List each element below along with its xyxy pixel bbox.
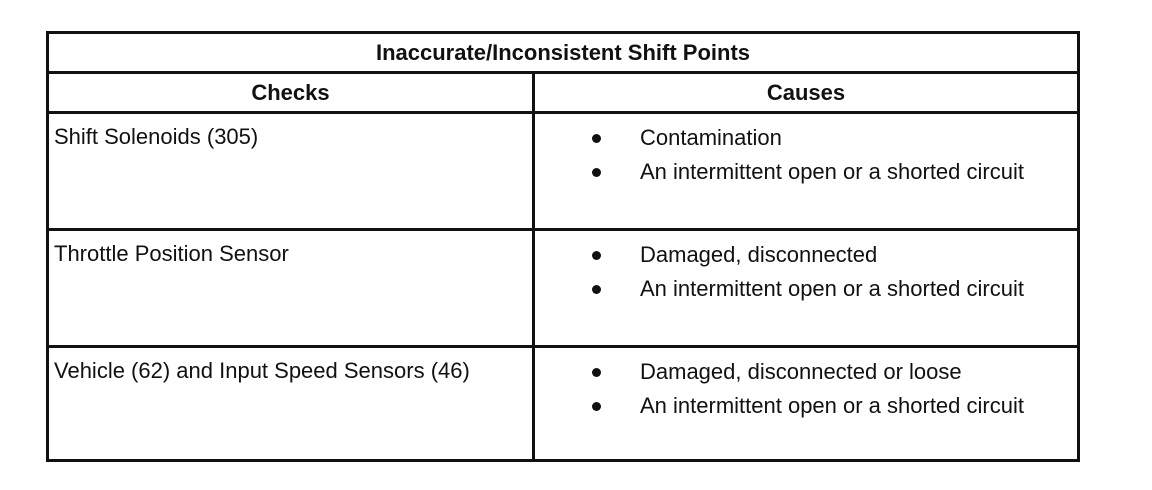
check-cell: Throttle Position Sensor — [54, 241, 289, 266]
cause-text: An intermittent open or a shorted circuit — [640, 159, 1024, 184]
table-row — [49, 348, 1077, 459]
bullet-icon — [592, 368, 601, 377]
cause-text: Damaged, disconnected — [640, 242, 878, 267]
table-row — [49, 114, 1077, 231]
bullet-icon — [592, 402, 601, 411]
table-row — [49, 231, 1077, 348]
bullet-icon — [592, 134, 601, 143]
troubleshooting-table — [46, 31, 1080, 462]
check-cell: Shift Solenoids (305) — [54, 124, 259, 149]
checks-column-header: Checks — [251, 79, 330, 105]
cause-text: Contamination — [640, 125, 782, 150]
causes-column-header: Causes — [766, 79, 846, 105]
bullet-icon — [592, 168, 601, 177]
cause-text: An intermittent open or a shorted circuit — [640, 276, 1024, 301]
cause-text: An intermittent open or a shorted circuit — [640, 393, 1024, 418]
cause-text: Damaged, disconnected or loose — [640, 359, 962, 384]
bullet-icon — [592, 251, 601, 260]
bullet-icon — [592, 285, 601, 294]
table-title: Inaccurate/Inconsistent Shift Points — [49, 34, 1077, 74]
check-cell: Vehicle (62) and Input Speed Sensors (46) — [54, 358, 470, 383]
table-header-row — [49, 74, 1077, 114]
